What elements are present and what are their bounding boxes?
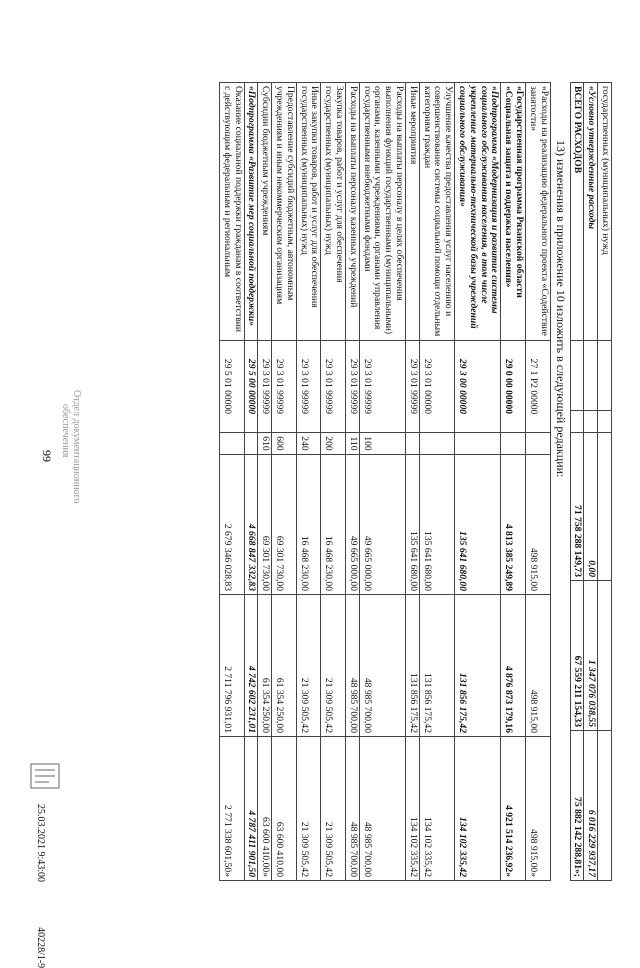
cell-value-2022: 48 985 700,00: [359, 595, 405, 737]
cell-name: ВСЕГО РАСХОДОВ: [570, 83, 584, 341]
cell-value-2021: 4 813 385 249,89: [501, 455, 526, 595]
table-row: [296, 83, 321, 881]
cell-value-2022: 131 856 175,42: [419, 595, 454, 737]
cell-name: «Подпрограмма «Развитие мер социальной поддержки»: [244, 83, 258, 341]
cell-vr: 100: [359, 433, 405, 455]
cell-value-2023: 134 102 335,42: [455, 737, 501, 881]
cell-code: 29 0 00 00000: [501, 341, 526, 433]
cell-name: Иные закупки товаров, работ и услуг для обеспечения государственных (муниципальных) нужд: [296, 83, 321, 341]
cell-value-2021: 498 915,00: [526, 455, 551, 595]
table-row: [272, 83, 297, 881]
table-row: [584, 83, 598, 881]
cell-value-2021: 49 665 000,00: [346, 455, 360, 595]
cell-code: 29 3 01 99999: [321, 341, 346, 433]
cell-value-2023: 21 309 505,42: [321, 737, 346, 881]
cell-value-2022: 4 742 602 231,01: [244, 595, 258, 737]
cell-value-2023: 75 882 142 288,81»;: [570, 731, 584, 881]
cell-name: государственных (муниципальных) нужд: [598, 83, 612, 341]
cell-code: [584, 341, 598, 411]
cell-name: Оказание социальной поддержки гражданам в соответствии с действующим федеральным и региональным: [220, 83, 245, 341]
cell-vr: [501, 433, 526, 455]
cell-value-2022: 131 856 175,42: [406, 595, 420, 737]
cell-vr: [419, 433, 454, 455]
cell-vr: 200: [321, 433, 346, 455]
cell-value-2023: 134 102 335,42: [406, 737, 420, 881]
registration-stamp-icon: [25, 756, 65, 796]
table-row: [406, 83, 420, 881]
cell-name: «Условно утвержденные расходы: [584, 83, 598, 341]
cell-vr: 240: [296, 433, 321, 455]
footer-doc-id: 40228/1-9: [35, 927, 46, 968]
cell-code: [598, 341, 612, 411]
cell-value-2023: 21 309 505,42: [296, 737, 321, 881]
cell-value-2023: 2 771 338 601,50»: [220, 737, 245, 881]
cell-value-2023: 63 600 410,00: [272, 737, 297, 881]
cell-vr: 600: [272, 433, 297, 455]
top-table: [570, 82, 612, 881]
table-row: [321, 83, 346, 881]
cell-vr: [584, 411, 598, 433]
cell-value-2022: 21 309 505,42: [296, 595, 321, 737]
cell-value-2021: 71 758 288 149,73: [570, 433, 584, 581]
cell-value-2021: 2 679 346 028,83: [220, 455, 245, 595]
cell-vr: [455, 433, 501, 455]
cell-value-2023: 48 985 700,00: [346, 737, 360, 881]
cell-code: 29 3 01 99999: [346, 341, 360, 433]
rotated-page-content: [84, 82, 612, 880]
cell-code: 29 3 01 00000: [419, 341, 454, 433]
cell-vr: [244, 433, 258, 455]
cell-code: 29 3 01 99999: [359, 341, 405, 433]
footer-timestamp: 25.03.2021 9:43:00: [35, 804, 46, 883]
watermark-line1: Отдел документационного: [71, 390, 82, 504]
table-row: [455, 83, 501, 881]
table-row: [359, 83, 405, 881]
cell-value-2022: 48 985 700,00: [346, 595, 360, 737]
cell-vr: 110: [346, 433, 360, 455]
cell-name: Расходы на выплаты персоналу казенных учреждений: [346, 83, 360, 341]
amendment-note: 13) изменения в приложение 10 изложить в следующей редакции:: [553, 140, 568, 478]
table-row: [419, 83, 454, 881]
page-number: 99: [40, 450, 54, 462]
cell-value-2023: 4 921 514 236,92»: [501, 737, 526, 881]
cell-value-2022: 61 354 250,00: [272, 595, 297, 737]
cell-value-2023: [598, 731, 612, 881]
cell-value-2023: 63 600 410,00»: [258, 737, 272, 881]
cell-name: «Государственная программа Рязанской области «Социальная защита и поддержка населения»: [501, 83, 526, 341]
cell-value-2021: 69 301 730,00: [258, 455, 272, 595]
cell-value-2022: 21 309 505,42: [321, 595, 346, 737]
table-row: [220, 83, 245, 881]
cell-value-2021: 16 468 230,00: [296, 455, 321, 595]
cell-value-2021: 135 641 680,00: [419, 455, 454, 595]
table-row: [244, 83, 258, 881]
cell-value-2022: 4 876 873 179,16: [501, 595, 526, 737]
table-row: [598, 83, 612, 881]
cell-value-2021: [598, 433, 612, 581]
footer-text: [35, 804, 46, 968]
cell-code: [570, 341, 584, 411]
cell-value-2021: 135 641 680,00: [455, 455, 501, 595]
cell-value-2022: 67 559 211 154,33: [570, 581, 584, 731]
cell-value-2022: [598, 581, 612, 731]
cell-code: 27 1 P2 00000: [526, 341, 551, 433]
cell-vr: 610: [258, 433, 272, 455]
watermark-line2: обеспечения: [60, 404, 71, 458]
cell-value-2023: 48 985 700,00: [359, 737, 405, 881]
cell-vr: [220, 433, 245, 455]
cell-value-2022: 131 856 175,42: [455, 595, 501, 737]
budget-table-body: [220, 83, 551, 881]
cell-code: 29 3 01 99999: [296, 341, 321, 433]
cell-value-2023: 134 102 335,42: [419, 737, 454, 881]
cell-code: 29 3 00 00000: [455, 341, 501, 433]
cell-vr: [406, 433, 420, 455]
cell-code: 29 3 01 99999: [272, 341, 297, 433]
cell-vr: [570, 411, 584, 433]
cell-name: Иные мероприятия: [406, 83, 420, 341]
table-row: [501, 83, 526, 881]
cell-value-2023: 498 915,00»: [526, 737, 551, 881]
budget-table: [219, 82, 551, 881]
cell-value-2023: 4 787 411 901,50: [244, 737, 258, 881]
cell-value-2022: 1 347 076 038,55: [584, 581, 598, 731]
cell-value-2023: 6 016 229 937,17: [584, 731, 598, 881]
cell-name: Закупка товаров, работ и услуг для обеспечения государственных (муниципальных) нужд: [321, 83, 346, 341]
cell-code: 29 3 01 99999: [258, 341, 272, 433]
cell-vr: [526, 433, 551, 455]
cell-value-2021: 135 641 680,00: [406, 455, 420, 595]
cell-value-2021: 49 665 000,00: [359, 455, 405, 595]
cell-value-2021: 4 668 847 332,83: [244, 455, 258, 595]
cell-name: Субсидии бюджетным учреждениям: [258, 83, 272, 341]
table-row: [570, 83, 584, 881]
top-table-body: [570, 83, 611, 881]
cell-value-2022: 61 354 250,00: [258, 595, 272, 737]
cell-value-2022: 2 711 796 931,01: [220, 595, 245, 737]
table-row: [258, 83, 272, 881]
cell-value-2022: 498 915,00: [526, 595, 551, 737]
cell-name: Расходы на выплаты персоналу в целях обеспечения выполнения функций государственными (муниципальными) органами, казенными учреждениями, органами управления государственными внебюджетными фондами: [359, 83, 405, 341]
cell-code: 29 3 01 99999: [406, 341, 420, 433]
cell-value-2021: 69 301 730,00: [272, 455, 297, 595]
cell-name: Предоставление субсидий бюджетным, автономным учреждениям и иным некоммерческим организациям: [272, 83, 297, 341]
watermark: [60, 390, 82, 503]
cell-name: «Расходы на реализацию федерального проекта «Содействие занятости»: [526, 83, 551, 341]
cell-code: 29 5 00 00000: [244, 341, 258, 433]
cell-value-2021: 0,00: [584, 433, 598, 581]
cell-value-2021: 16 468 230,00: [321, 455, 346, 595]
table-row: [526, 83, 551, 881]
cell-name: Улучшение качества предоставления услуг населению и совершенствование системы социальной помощи отдельным категориям граждан: [419, 83, 454, 341]
table-row: [346, 83, 360, 881]
cell-vr: [598, 411, 612, 433]
cell-code: 29 5 01 00000: [220, 341, 245, 433]
cell-name: «Подпрограмма «Модернизация и развитие системы социального обслуживания населения, в том числе укрепление материально-технической базы учреждений социального обслуживания»: [455, 83, 501, 341]
